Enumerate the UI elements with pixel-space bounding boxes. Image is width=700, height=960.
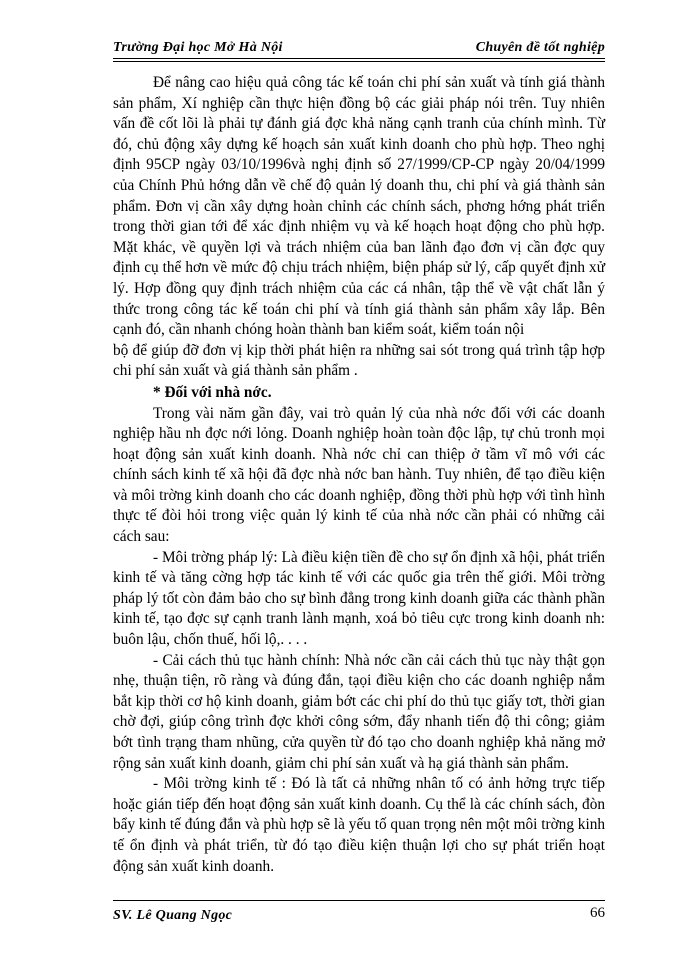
- header-university: Trường Đại học Mở Hà Nội: [113, 40, 283, 55]
- page-number: 66: [590, 905, 605, 921]
- page-body: [113, 73, 605, 877]
- header-rule-thin: [113, 61, 605, 62]
- paragraph-state-role: Trong vài năm gần đây, vai trò quản lý của nhà nớc đối với các doanh nghiệp hầu nh đợc nới lỏng. Doanh nghiệp hoàn toàn độc lập, tự chủ tronh mọi hoạt động sản xuất kinh doanh. Nhà nớc chỉ can thiệp ở tầm vĩ mô với các chính sách kinh tế xã hội đã đợc nhà nớc ban hành. Tuy nhiên, để tạo điều kiện và môi trờng kinh doanh cho các doanh nghiệp, đồng thời phù hợp với tình hình thực tế đòi hỏi trong việc quản lý kinh tế của nhà nớc cần phải có những cải cách sau:: [113, 404, 605, 546]
- paragraph-economic-environment: - Môi trờng kinh tế : Đó là tất cả những nhân tố có ảnh hởng trực tiếp hoặc gián tiếp đến hoạt động sản xuất kinh doanh. Cụ thể là các chính sách, đòn bẩy kinh tế đúng đắn và phù hợp sẽ là yếu tố quan trọng nên một môi trờng kinh tế ổn định và phát triển, từ đó tạo điều kiện thuận lợi cho sự phát triển hoạt động sản xuất kinh doanh.: [113, 775, 606, 875]
- paragraph-continuation: bộ để giúp đỡ đơn vị kịp thời phát hiện ra những sai sót trong quá trình tập hợp chi phí sản xuất và giá thành sản phẩm .: [113, 341, 605, 380]
- paragraph-admin-reform: - Cải cách thủ tục hành chính: Nhà nớc cần cải cách thủ tục này thật gọn nhẹ, thuận tiện, rõ ràng và đúng đắn, tạọi điều kiện cho các doanh nghiệp nắm bắt kịp thời cơ hộ kinh doanh, giảm bớt các chi phí do thủ tục giấy tơt, thời gian chờ đợi, giúp công trình đợc khởi công sớm, đẩy nhanh tiến độ thi công; giảm bớt tình trạng tham nhũng, cửa quyền từ đó tạo cho doanh nghiệp khả năng mở rộng sản xuất kinh doanh, giảm chi phí sản xuất và hạ giá thành sản phẩm.: [113, 651, 605, 772]
- paragraph-intro: Để nâng cao hiệu quả công tác kế toán chi phí sản xuất và tính giá thành sản phẩm, Xí nghiệp cần thực hiện đồng bộ các giải pháp nói trên. Tuy nhiên vấn đề cốt lõi là phải tự đánh giá đợc khả năng cạnh tranh của chính mình. Từ đó, chủ động xây dựng kế hoạch sản xuất kinh doanh cho phù hợp. Theo nghị định 95CP ngày 03/10/1996và nghị định số 27/1999/CP-CP ngày 20/04/1999 của Chính Phủ hớng dẫn về chế độ quản lý doanh thu, chi phí và giá thành sản phẩm. Đơn vị cần xây dựng hoàn chỉnh các chính sách, phơng hớng phát triển trong thời gian tới để xác định nhiệm vụ và kế hoạch hoạt động cho phù hợp. Mặt khác, về quyền lợi và trách nhiệm của ban lãnh đạo đơn vị cần đợc quy định cụ thể hơn về mức độ chịu trách nhiệm, biện pháp sử lý, cấp quyết định xử lý. Hợp đồng quy định trách nhiệm của các cá nhân, tập thể về vật chất lẫn ý thức trong công tác kế toán chi phí và tính giá thành sản phẩm xây lắp. Bên cạnh đó, cần nhanh chóng hoàn thành ban kiểm soát, kiểm toán nội: [113, 74, 605, 339]
- paragraph-legal-environment: - Môi trờng pháp lý: Là điều kiện tiền đề cho sự ổn định xã hội, phát triển kinh tế và tăng cờng hợp tác kinh tế với các quốc gia trên thế giới. Môi trờng pháp lý tốt còn đảm bảo cho sự bình đẳng trong kinh doanh giữa các thành phần kinh tế, tạo đợc sự cạnh tranh lành mạnh, xoá bỏ tiêu cực trong kinh doanh nh: buôn lậu, chốn thuế, hối lộ,. . . .: [113, 548, 605, 649]
- header-rule: [113, 58, 605, 59]
- footer-author: SV. Lê Quang Ngọc: [113, 908, 233, 923]
- section-heading: * Đối với nhà nớc.: [153, 383, 272, 401]
- footer-rule: [113, 900, 605, 901]
- header-document-type: Chuyên đề tốt nghiệp: [475, 40, 605, 55]
